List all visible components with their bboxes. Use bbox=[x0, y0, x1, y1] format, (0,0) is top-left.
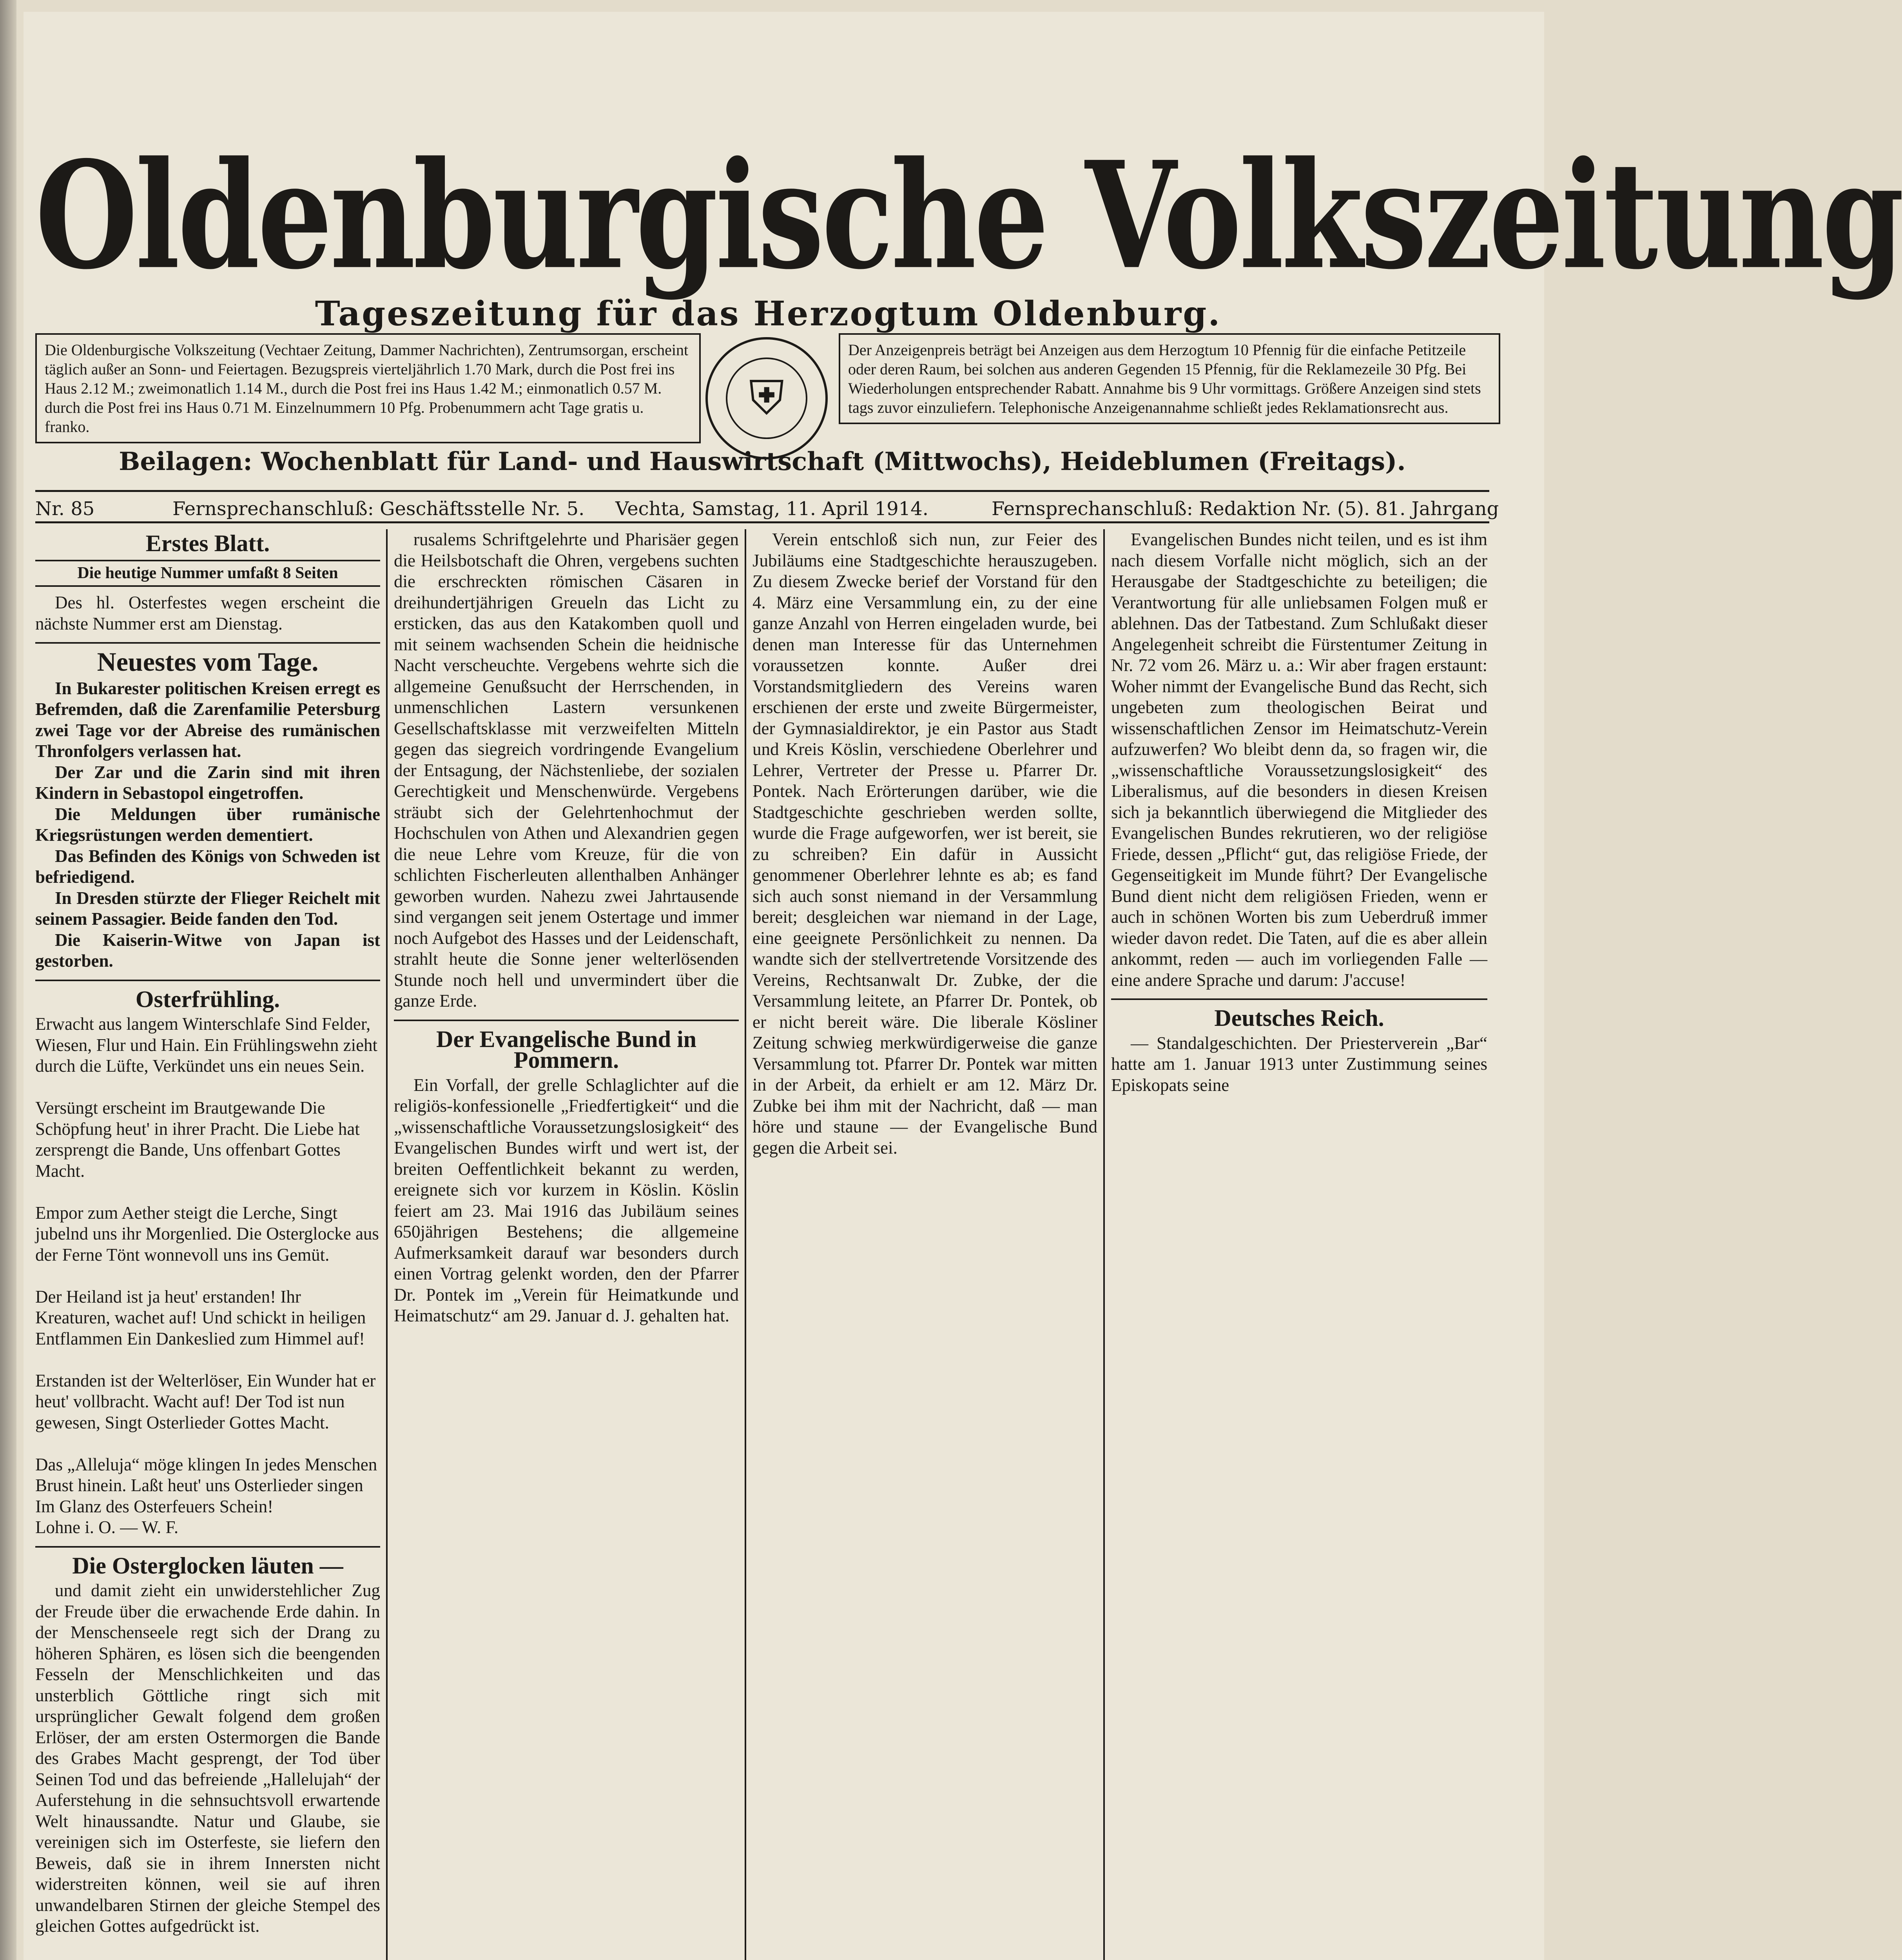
news-item-4: Das Befinden des Königs von Schweden ist befriedigend. bbox=[35, 846, 380, 887]
issue-number: Nr. 85 bbox=[35, 498, 95, 520]
column-1 bbox=[35, 529, 380, 1937]
column-2 bbox=[394, 529, 739, 1327]
seal-emblem-icon: ⛨ bbox=[726, 358, 807, 439]
issue-date: Vechta, Samstag, 11. April 1914. bbox=[615, 498, 928, 520]
column-divider bbox=[745, 529, 746, 1960]
volume-year: 81. Jahrgang bbox=[1376, 498, 1499, 520]
column-divider bbox=[1103, 529, 1105, 1960]
column-4-text: Evangelischen Bundes nicht teilen, und es ist ihm nach diesem Vorfalle nicht möglich, sich an der Herausgabe der Stadtgeschichte zu beteiligen; die Verantwortung für alle unliebsamen Folgen muß er ablehnen. Das der Tatbestand. Zum Schlußakt dieser Angelegenheit schreibt die Fürstentumer Zeitung in Nr. 72 vom 26. März u. a.: Wir aber fragen erstaunt: Woher nimmt der Evangelische Bund das Recht, sich ungebeten zum theologischen Beirat und wissenschaftlichen Zensor im Heimatschutz-Verein aufzuwerfen? Wo bleibt denn da, so fragen wir, die „wissenschaftliche Voraussetzungslosigkeit“ des Liberalismus, auf die besonders in diesen Kreisen sich ja bekanntlich überwiegend die Mitglieder des Evangelischen Bundes rekrutieren, wo der religiöse Friede, dessen „Pflicht“ gut, das religiöse Friede, der Gegenseitigkeit im Munde führt? Der Evangelische Bund dient nicht dem religiösen Frieden, wenn er auch in schönen Worten bis zum Ueberdruß immer wieder davon redet. Die Taten, auf die es aber allein ankommt, reden — auch im vorliegenden Falle — eine andere Sprache und darum: J'accuse! bbox=[1111, 530, 1487, 990]
subscription-info-text: Die Oldenburgische Volkszeitung (Vechtaer Zeitung, Dammer Nachrichten), Zentrumsorgan, erscheint täglich außer an Sonn- und Feiertagen. Bezugspreis vierteljährlich 1.70 Mark, durch die Post frei ins Haus 2.12 M.; zweimonatlich 1.14 M., durch die Post frei ins Haus 1.42 M.; einmonatlich 0.57 M. durch die Post frei ins Haus 0.71 M. Einzelnummern 10 Pfg. Probenummern acht Tage gratis u. franko. bbox=[45, 341, 689, 436]
poem-title: Osterfrühling. bbox=[135, 986, 280, 1012]
poem-stanza: Das „Alleluja“ möge klingen In jedes Menschen Brust hinein. Laßt heut' uns Osterlieder singen Im Glanz des Osterfeuers Schein! bbox=[35, 1454, 377, 1516]
advertisement-info-box bbox=[839, 333, 1500, 424]
column-3 bbox=[752, 529, 1097, 1158]
dateline-rule bbox=[35, 521, 1489, 523]
easter-notice: Des hl. Osterfestes wegen erscheint die nächste Nummer erst am Dienstag. bbox=[35, 593, 380, 633]
newspaper-page bbox=[24, 12, 1902, 1960]
coat-of-arms-seal bbox=[705, 337, 828, 459]
phone-office: Fernsprechanschluß: Geschäftsstelle Nr. 5. bbox=[172, 498, 585, 520]
news-item-2: Der Zar und die Zarin sind mit ihren Kindern in Sebastopol eingetroffen. bbox=[35, 762, 380, 803]
poem-body bbox=[35, 1014, 380, 1538]
poem-stanza: Erstanden ist der Welterlöser, Ein Wunder hat er heut' vollbracht. Wacht auf! Der Tod ist nun gewesen, Singt Osterlieder Gottes Macht. bbox=[35, 1370, 376, 1432]
column-3-text: Verein entschloß sich nun, zur Feier des Jubiläums eine Stadtgeschichte herauszugeben. Zu diesem Zwecke berief der Vorstand für den 4. März eine Versammlung ein, zu der eine ganze Anzahl von Herren eingeladen wurde, bei denen man Interesse für das Unternehmen voraussetzen konnte. Außer drei Vorstandsmitgliedern des Vereins waren erschienen der erste und zweite Bürgermeister, der Gymnasialdirektor, je ein Pastor aus Stadt und Kreis Köslin, verschiedene Oberlehrer und Lehrer, Vertreter der Presse u. Pfarrer Dr. Pontek. Nach Erörterungen darüber, wie die Stadtgeschichte geschrieben werden sollte, wurde die Frage aufgeworfen, wer ist bereit, sie zu schreiben? Ein dafür in Aussicht genommener Oberlehrer lehnte es ab; es fand sich auch sonst niemand in der Versammlung bereit; desgleichen war niemand in der Lage, eine geeignete Persönlichkeit zu nennen. Da wandte sich der stellvertretende Vorsitzende des Vereins, Rechtsanwalt Dr. Zubke, der die Versammlung leitete, an Pfarrer Dr. Pontek, ob er nicht bereit wäre. Die liberale Kösliner Zeitung schwieg merkwürdigerweise die ganze Versammlung tot. Pfarrer Dr. Pontek war mitten in der Arbeit, da erhielt er am 12. März Dr. Zubke bei ihm mit der Nachricht, daß — man höre und staune — der Evangelische Bund gegen die Arbeit sei. bbox=[752, 530, 1097, 1158]
poem-stanza: Versüngt erscheint im Brautgewande Die Schöpfung heut' in ihrer Pracht. Die Liebe hat zersprengt die Bande, Uns offenbart Gottes Macht. bbox=[35, 1098, 360, 1181]
news-item-6: Die Kaiserin-Witwe von Japan ist gestorben. bbox=[35, 930, 380, 971]
first-sheet-heading: Erstes Blatt. bbox=[145, 530, 270, 556]
subscription-info-box bbox=[35, 333, 701, 443]
poem-signature: Lohne i. O. — W. F. bbox=[35, 1517, 179, 1537]
scan-edge bbox=[0, 0, 16, 1960]
german-reich-text: — Standalgeschichten. Der Priesterverein „Bar“ hatte am 1. Januar 1913 unter Zustimmung seines Episkopats seine bbox=[1111, 1033, 1487, 1095]
poem-stanza: Der Heiland ist ja heut' erstanden! Ihr Kreaturen, wachet auf! Und schickt in heiligen Entflammen Ein Dankeslied zum Himmel auf! bbox=[35, 1287, 366, 1348]
latest-news-heading: Neuestes vom Tage. bbox=[97, 647, 319, 677]
evangelical-league-heading: Der Evangelische Bund in Pommern. bbox=[436, 1026, 696, 1073]
news-item-1: In Bukarester politischen Kreisen erregt es Befremden, daß die Zarenfamilie Petersburg zwei Tage vor der Abreise des rumänischen Thronfolgers verlassen hat. bbox=[35, 678, 380, 761]
header-rule bbox=[35, 490, 1489, 492]
page-count-notice: Die heutige Nummer umfaßt 8 Seiten bbox=[35, 560, 380, 587]
evangelical-league-text: Ein Vorfall, der grelle Schlaglichter auf die religiös-konfessionelle „Friedfertigkeit“ und die „wissenschaftliche Voraussetzungslosigkeit“ des Evangelischen Bundes wirft und wert ist, der breiten Oeffentlichkeit bekannt zu werden, ereignete sich vor kurzem in Köslin. Köslin feiert am 23. Mai 1916 das Jubiläum seines 650jährigen Bestehens; die allgemeine Aufmerksamkeit darauf war besonders durch einen Vortrag gelenkt worden, den der Pfarrer Dr. Pontek im „Verein für Heimatkunde und Heimatschutz“ am 29. Januar d. J. gehalten hat. bbox=[394, 1075, 739, 1325]
news-item-5: In Dresden stürzte der Flieger Reichelt mit seinem Passagier. Beide fanden den Tod. bbox=[35, 888, 380, 929]
easter-bells-heading: Die Osterglocken läuten — bbox=[72, 1552, 343, 1579]
column-divider bbox=[386, 529, 388, 1960]
german-reich-heading: Deutsches Reich. bbox=[1214, 1005, 1384, 1031]
supplements-line: Beilagen: Wochenblatt für Land- und Hauswirtschaft (Mittwochs), Heideblumen (Freitags). bbox=[119, 447, 1406, 476]
easter-bells-text: und damit zieht ein unwiderstehlicher Zug der Freude über die erwachende Erde dahin. In der Menschenseele regt sich der Drang zu höheren Sphären, es lösen sich die beengenden Fesseln der Menschlichkeiten und das unsterblich Göttliche ringt sich mit ursprünglicher Gewalt folgend dem großen Erlöser, der am ersten Ostermorgen die Bande des Grabes Macht gesprengt, der Tod über Seinen Tod und das befreiende „Hallelujah“ der Auferstehung in die sehnsuchtsvoll erwartende Welt hinaussandte. Natur und Glaube, sie vereinigen sich im Osterfeste, sie liefern den Beweis, daß sie in ihrem Innersten nicht widerstreiten können, weil sie auf ihren unwandelbaren Stirnen der gleiche Stempel des gleichen Gottes aufgedrückt ist. bbox=[35, 1581, 380, 1936]
poem-stanza: Erwacht aus langem Winterschlafe Sind Felder, Wiesen, Flur und Hain. Ein Frühlingswehn zieht durch die Lüfte, Verkündet uns ein neues Sein. bbox=[35, 1014, 378, 1076]
masthead-subtitle: Tageszeitung für das Herzogtum Oldenburg. bbox=[315, 294, 1222, 334]
phone-editorial: Fernsprechanschluß: Redaktion Nr. (5). bbox=[992, 498, 1370, 520]
poem-stanza: Empor zum Aether steigt die Lerche, Singt jubelnd uns ihr Morgenlied. Die Osterglocke aus der Ferne Tönt wonnevoll uns ins Gemüt. bbox=[35, 1203, 379, 1265]
column-4 bbox=[1111, 529, 1487, 1096]
masthead-title: Oldenburgische Volkszeitung bbox=[35, 129, 1902, 302]
news-item-3: Die Meldungen über rumänische Kriegsrüstungen werden dementiert. bbox=[35, 804, 380, 845]
column-2-text: rusalems Schriftgelehrte und Pharisäer gegen die Heilsbotschaft die Ohren, vergebens suchten die erschreckten römischen Cäsaren in dreihundertjährigen Greueln das Licht zu ersticken, das aus den Katakomben quoll und mit seinem wachsenden Schein die heidnische Nacht verscheuchte. Vergebens wehrte sich die allgemeine Genußsucht der Herrschenden, in unmenschlichen Lastern versunkenen Gesellschaftsklasse mit verzweifelten Mitteln gegen das siegreich vordringende Evangelium der Entsagung, der Nächstenliebe, der sozialen Gerechtigkeit und Menschenwürde. Vergebens sträubt sich der Gelehrtenhochmut der Hochschulen von Athen und Alexandrien gegen die neue Lehre vom Kreuze, für die von schlichten Fischerleuten allenthalben Anhänger geworben wurden. Nahezu zwei Jahrtausende sind vergangen seit jenem Ostertage und immer noch Aufgebot des Hasses und der Leidenschaft, strahlt heute die Sonne jener welterlösenden Stunde noch hell und unvermindert über die ganze Erde. bbox=[394, 530, 739, 1011]
advertisement-info-text: Der Anzeigenpreis beträgt bei Anzeigen aus dem Herzogtum 10 Pfennig für die einfache Petitzeile oder deren Raum, bei solchen aus anderen Gegenden 15 Pfennig, für die Reklamezeile 30 Pfg. Bei Wiederholungen entsprechender Rabatt. Annahme bis 9 Uhr vormittags. Größere Anzeigen sind stets tags zuvor einzuliefern. Telephonische Anzeigenannahme schließt jedes Reklamationsrecht aus. bbox=[848, 341, 1481, 416]
